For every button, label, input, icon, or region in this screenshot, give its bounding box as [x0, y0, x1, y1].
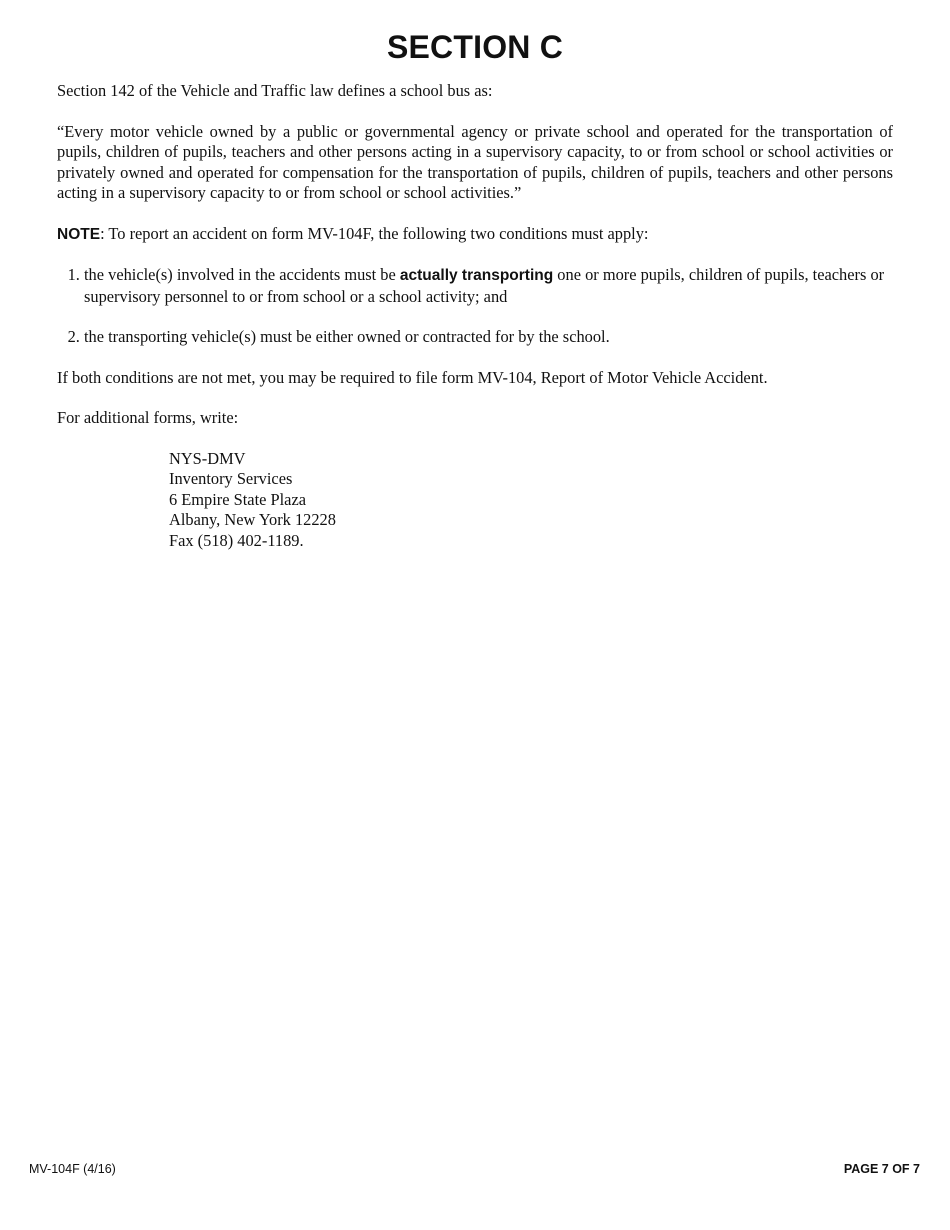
document-body — [57, 81, 893, 551]
page-title: SECTION C — [386, 29, 564, 65]
conditions-list — [57, 265, 893, 348]
address-line-5: Fax (518) 402-1189. — [169, 530, 304, 550]
additional-forms-paragraph: For additional forms, write: — [57, 408, 239, 427]
if-both-paragraph: If both conditions are not met, you may be required to file form MV-104, Report of Motor Vehicle Accident. — [57, 367, 768, 387]
address-line-4: Albany, New York 12228 — [169, 510, 336, 529]
note-text: : To report an accident on form MV-104F, the following two conditions must apply: — [100, 223, 649, 243]
condition-2-text: the transporting vehicle(s) must be either owned or contracted for by the school. — [84, 327, 610, 346]
form-id: MV-104F (4/16) — [29, 1162, 116, 1176]
address-line-3: 6 Empire State Plaza — [169, 489, 306, 509]
page-number: PAGE 7 OF 7 — [843, 1162, 920, 1176]
condition-1-after: one or more pupils, children of pupils, teachers or supervisory personnel to or from school or a school activity; and — [84, 265, 885, 306]
note-paragraph — [57, 224, 893, 246]
condition-1-emphasis: actually transporting — [399, 267, 554, 284]
intro-paragraph: Section 142 of the Vehicle and Traffic law defines a school bus as: — [57, 81, 493, 100]
mailing-address — [169, 449, 893, 552]
school-bus-definition-quote: “Every motor vehicle owned by a public or governmental agency or private school and operated for the transportation of pupils, children of pupils, teachers and other persons acting in a supervisory capacity, to or from school or school activities or privately owned and operated for compensation for the transportation of pupils, children of pupils, teachers and other persons acting in a supervisory capacity to or from school or school activities.” — [57, 121, 893, 202]
address-line-1: NYS-DMV — [169, 448, 246, 468]
condition-item-1 — [84, 265, 893, 307]
condition-item-2 — [84, 327, 893, 348]
address-line-2: Inventory Services — [169, 469, 293, 488]
condition-1-before: the vehicle(s) involved in the accidents must be — [84, 265, 400, 284]
note-label: NOTE — [57, 225, 101, 243]
